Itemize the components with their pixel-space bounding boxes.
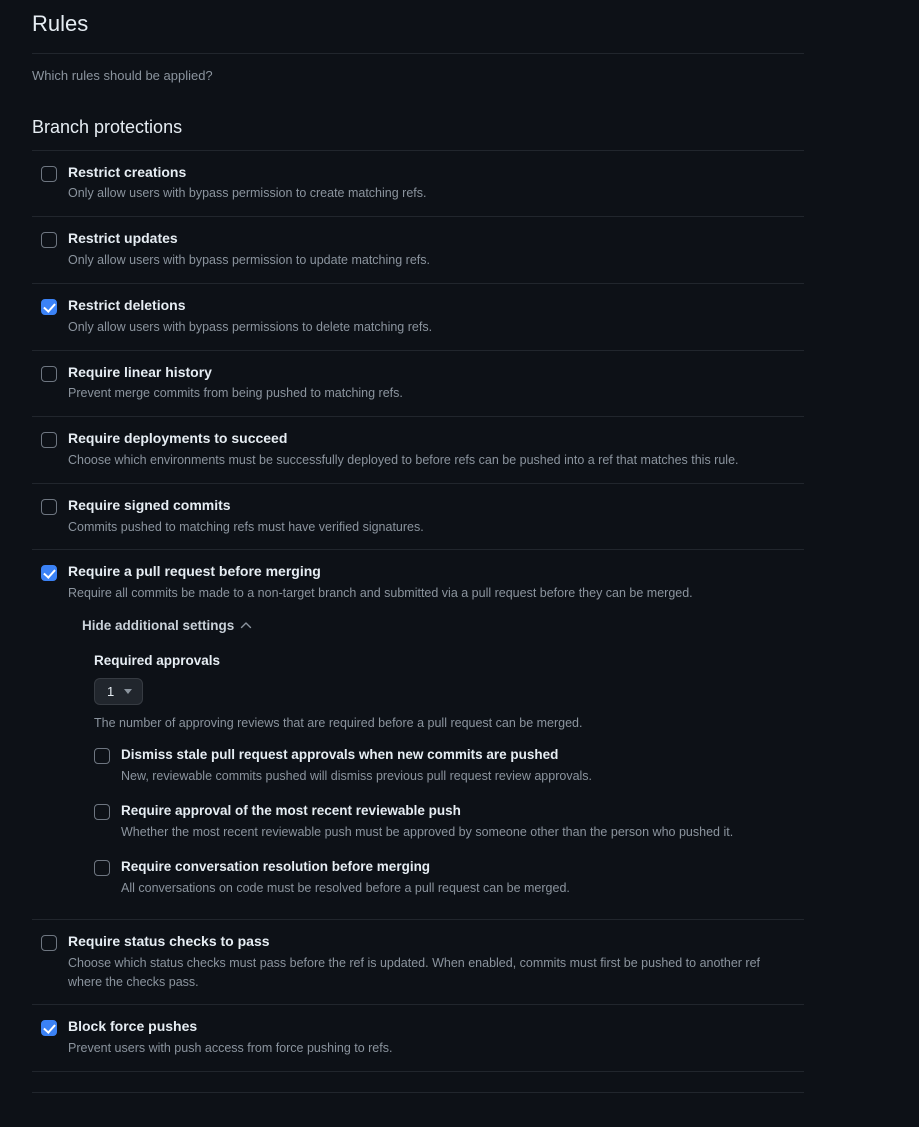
checkbox-require-signed-commits[interactable] [41,499,57,515]
rule-row [32,1005,804,1072]
rule-row-pull-request [32,550,804,920]
checkbox-require-status-checks[interactable] [41,935,57,951]
rule-row [32,217,804,284]
rule-description: Prevent merge commits from being pushed to matching refs. [68,386,403,401]
divider [32,1092,804,1093]
required-approvals-label: Required approvals [94,653,221,669]
hide-additional-settings-toggle[interactable] [82,618,252,633]
sub-rule-title: Require approval of the most recent reviewable push [121,803,461,819]
chevron-up-icon [240,620,252,632]
required-approvals-block [94,653,804,730]
rule-row [32,151,804,218]
checkbox-require-pull-request[interactable] [41,565,57,581]
rule-description: Only allow users with bypass permission to create matching refs. [68,186,427,201]
rule-title: Restrict updates [68,230,178,247]
rule-description: Choose which environments must be successfully deployed to before refs can be pushed into a ref that matches this rule. [68,453,739,468]
rule-row [32,484,804,551]
rule-title: Block force pushes [68,1018,198,1035]
pull-request-sub-rules [94,746,804,902]
rule-row [32,351,804,418]
rule-row [32,417,804,484]
rule-title: Restrict deletions [68,296,186,313]
page-title: Rules [32,10,804,54]
rule-title: Require a pull request before merging [68,563,321,580]
rule-row [32,284,804,351]
rule-description: Require all commits be made to a non-target branch and submitted via a pull request before they can be merged. [68,586,693,601]
checkbox-require-deployments-to-succeed[interactable] [41,432,57,448]
sub-rule-description: All conversations on code must be resolved before a pull request can be merged. [121,881,570,896]
checkbox-require-conversation-resolution[interactable] [94,860,110,876]
checkbox-restrict-creations[interactable] [41,166,57,182]
rule-title: Restrict creations [68,163,187,180]
rule-description: Choose which status checks must pass before the ref is updated. When enabled, commits must first be pushed to another ref where the checks pass. [68,955,761,989]
disclosure-label: Hide additional settings [82,618,235,634]
sub-rule-row [94,802,804,858]
sub-rule-title: Dismiss stale pull request approvals when new commits are pushed [121,747,559,763]
sub-rule-row [94,858,804,902]
rule-description: Only allow users with bypass permissions to delete matching refs. [68,319,433,334]
rules-settings-page [0,10,919,1127]
rule-title: Require deployments to succeed [68,430,288,447]
sub-rule-row [94,746,804,802]
rule-row [32,920,804,1005]
checkbox-dismiss-stale-approvals[interactable] [94,748,110,764]
sub-rule-description: Whether the most recent reviewable push must be approved by someone other than the person who pushed it. [121,825,734,840]
rule-title: Require status checks to pass [68,932,270,949]
rule-description: Prevent users with push access from force pushing to refs. [68,1041,393,1056]
checkbox-restrict-deletions[interactable] [41,299,57,315]
rule-title: Require linear history [68,363,212,380]
page-subtitle: Which rules should be applied? [32,67,213,83]
rule-description: Only allow users with bypass permission to update matching refs. [68,253,430,268]
required-approvals-select[interactable] [94,678,143,705]
checkbox-require-linear-history[interactable] [41,366,57,382]
rule-description: Commits pushed to matching refs must have verified signatures. [68,519,424,534]
checkbox-block-force-pushes[interactable] [41,1020,57,1036]
checkbox-restrict-updates[interactable] [41,232,57,248]
checkbox-require-approval-most-recent-push[interactable] [94,804,110,820]
sub-rule-title: Require conversation resolution before merging [121,859,431,875]
required-approvals-value: 1 [107,684,115,700]
sub-rule-description: New, reviewable commits pushed will dismiss previous pull request review approvals. [121,769,593,784]
rule-title: Require signed commits [68,496,231,513]
required-approvals-description: The number of approving reviews that are required before a pull request can be merged. [94,716,583,731]
section-title-branch-protections: Branch protections [32,117,804,151]
chevron-down-icon [124,689,132,694]
